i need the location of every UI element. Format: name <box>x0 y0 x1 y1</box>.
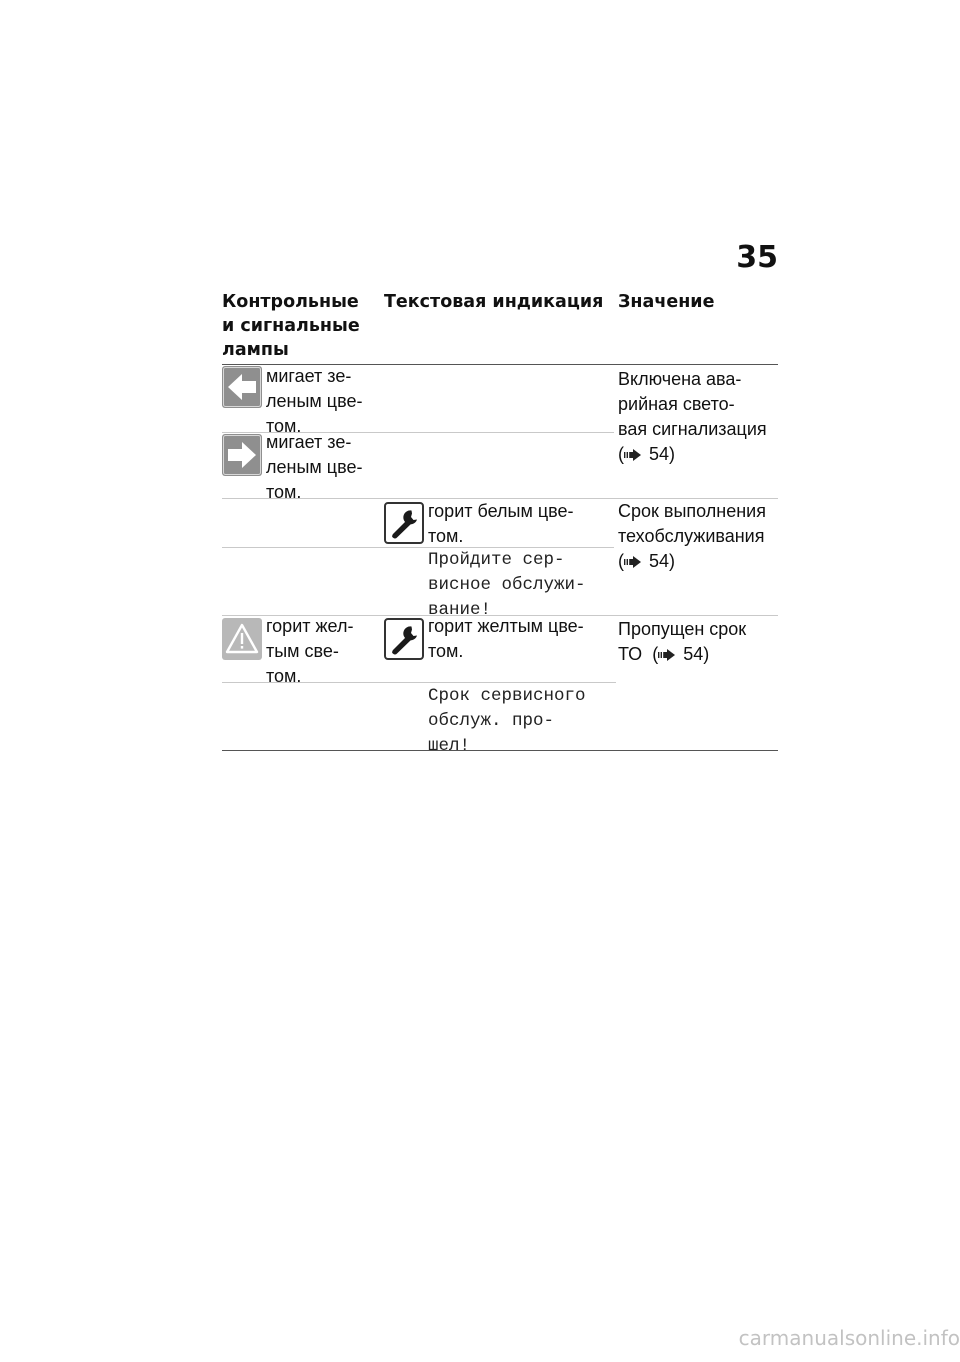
wrench-icon <box>384 618 424 660</box>
meaning-missed-text-line2: ТО <box>618 644 643 664</box>
row2-lamp-text: мигает зе- леным цве- том. <box>266 432 363 502</box>
row3-display-message: Пройдите сер- висное обслужи- вание! <box>428 550 586 620</box>
meaning-service-page: 54 <box>649 551 670 571</box>
meaning-hazard-ref[interactable]: ( 54) <box>618 444 676 464</box>
page-ref-arrow-icon <box>658 649 678 661</box>
row-divider <box>222 682 616 683</box>
header-text-display: Текстовая индикация <box>384 292 604 312</box>
row1-lamp-text: мигает зе- леным цве- том. <box>266 366 363 436</box>
meaning-missed-text-line1: Пропущен срок <box>618 619 747 639</box>
meaning-missed-ref[interactable]: ( 54) <box>647 644 710 664</box>
wrench-icon <box>384 502 424 544</box>
header-lamps: Контрольные и сигнальные лампы <box>222 292 360 360</box>
meaning-hazard <box>618 367 778 467</box>
page-ref-arrow-icon <box>624 556 644 568</box>
meaning-missed <box>618 617 778 667</box>
row3-display-text: горит белым цве- том. <box>428 501 574 546</box>
meaning-service <box>618 499 778 574</box>
watermark: carmanualsonline.info <box>738 1326 960 1350</box>
header-meaning: Значение <box>618 292 715 312</box>
warning-triangle-icon <box>222 618 262 660</box>
row4-display-text: горит желтым цве- том. <box>428 616 584 661</box>
meaning-hazard-text: Включена ава- рийная свето- вая сигнализация <box>618 369 767 439</box>
left-arrow-icon <box>222 366 262 408</box>
meaning-service-text: Срок выполнения техобслуживания <box>618 501 766 546</box>
row4-display-message: Срок сервисного обслуж. про- шел! <box>428 686 586 756</box>
row4-lamp-text: горит жел- тым све- том. <box>266 616 354 686</box>
table-bottom-rule <box>222 750 778 751</box>
page-ref-arrow-icon <box>624 449 644 461</box>
right-arrow-icon <box>222 434 262 476</box>
meaning-service-ref[interactable]: ( 54) <box>618 551 676 571</box>
meaning-hazard-page: 54 <box>649 444 670 464</box>
meaning-missed-page: 54 <box>683 644 704 664</box>
page-number: 35 <box>736 240 778 275</box>
